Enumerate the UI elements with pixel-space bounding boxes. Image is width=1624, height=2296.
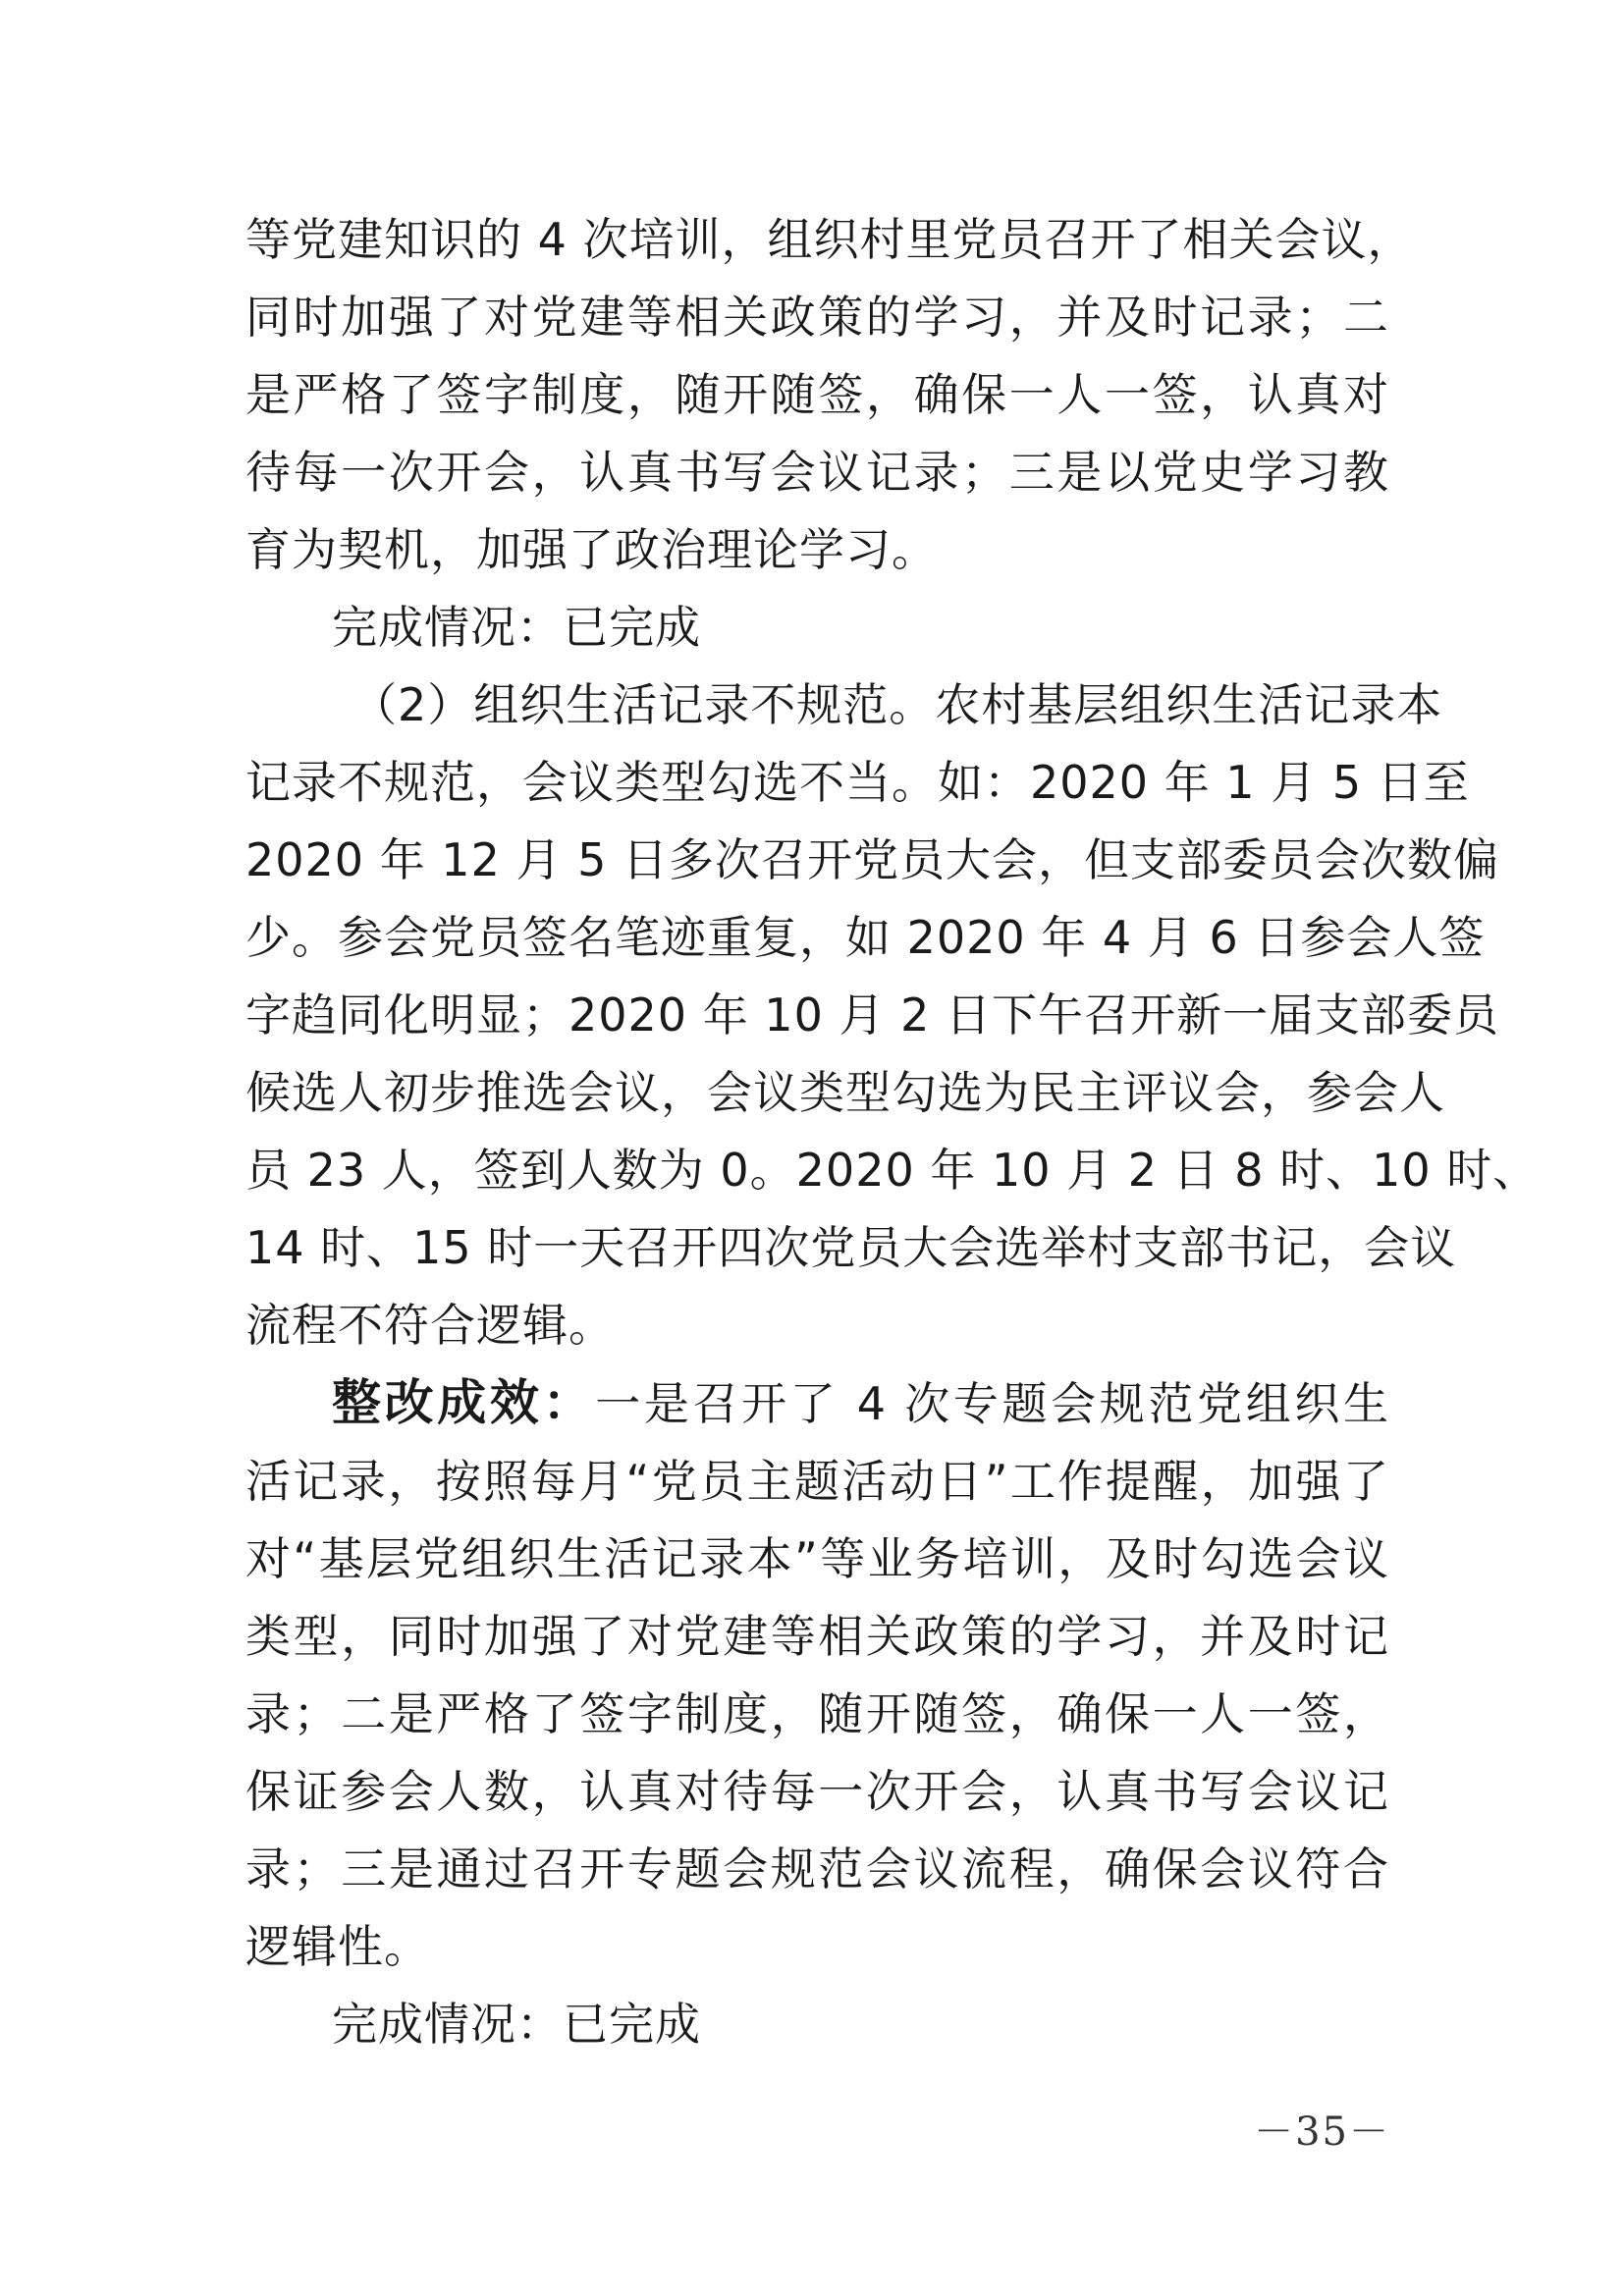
text-line: 对“基层党组织生活记录本”等业务培训，及时勾选会议: [245, 1532, 1389, 1585]
status-text: 完成情况：已完成: [332, 601, 701, 654]
text-line: 是严格了签字制度，随开随签，确保一人一签，认真对: [245, 368, 1389, 421]
text-line: 记录不规范，会议类型勾选不当。如：2020 年 1 月 5 日至: [245, 756, 1470, 809]
completion-status-2: [245, 1986, 1389, 2063]
text-line: 保证参会人数，认真对待每一次开会，认真书写会议记: [245, 1765, 1389, 1818]
completion-status-1: [245, 589, 1389, 667]
text-line: 录；三是通过召开专题会规范会议流程，确保会议符合: [245, 1842, 1389, 1896]
status-text: 完成情况：已完成: [332, 1998, 701, 2051]
text-line: 待每一次开会，认真书写会议记录；三是以党史学习教: [245, 446, 1389, 499]
text-line: 录；二是严格了签字制度，随开随签，确保一人一签，: [245, 1687, 1389, 1740]
paragraph-training-summary: [245, 201, 1414, 589]
text-line: 类型，同时加强了对党建等相关政策的学习，并及时记: [245, 1610, 1389, 1663]
text-line-rest: 一是召开了 4 次专题会规范党组织生: [595, 1377, 1390, 1430]
text-line: 逻辑性。: [245, 1920, 430, 1973]
text-line: 活记录，按照每月“党员主题活动日”工作提醒，加强了: [245, 1455, 1389, 1508]
paragraph-rectification-result: [245, 1364, 1389, 1986]
page-number: －35－: [1254, 2109, 1390, 2155]
text-line: 候选人初步推选会议，会议类型勾选为民主评议会，参会人: [245, 1066, 1445, 1119]
document-body: [245, 201, 1540, 2063]
text-line: 少。参会党员签名笔迹重复，如 2020 年 4 月 6 日参会人签: [245, 911, 1486, 964]
rectification-heading: 整改成效：: [332, 1374, 596, 1431]
text-line: 字趋同化明显；2020 年 10 月 2 日下午召开新一届支部委员: [245, 988, 1499, 1041]
paragraph-issue-2: [245, 667, 1540, 1364]
text-line: 等党建知识的 4 次培训，组织村里党员召开了相关会议，: [245, 213, 1414, 266]
text-line: 同时加强了对党建等相关政策的学习，并及时记录；二: [245, 291, 1389, 344]
text-line: 2020 年 12 月 5 日多次召开党员大会，但支部委员会次数偏: [245, 833, 1499, 886]
text-line: 14 时、15 时一天召开四次党员大会选举村支部书记，会议: [245, 1221, 1457, 1274]
text-line: [245, 1364, 1389, 1443]
text-line: 员 23 人，签到人数为 0。2020 年 10 月 2 日 8 时、10 时、: [245, 1144, 1540, 1197]
text-line: （2）组织生活记录不规范。农村基层组织生活记录本: [352, 678, 1443, 731]
text-line: 流程不符合逻辑。: [245, 1299, 615, 1352]
text-line: 育为契机，加强了政治理论学习。: [245, 523, 938, 576]
